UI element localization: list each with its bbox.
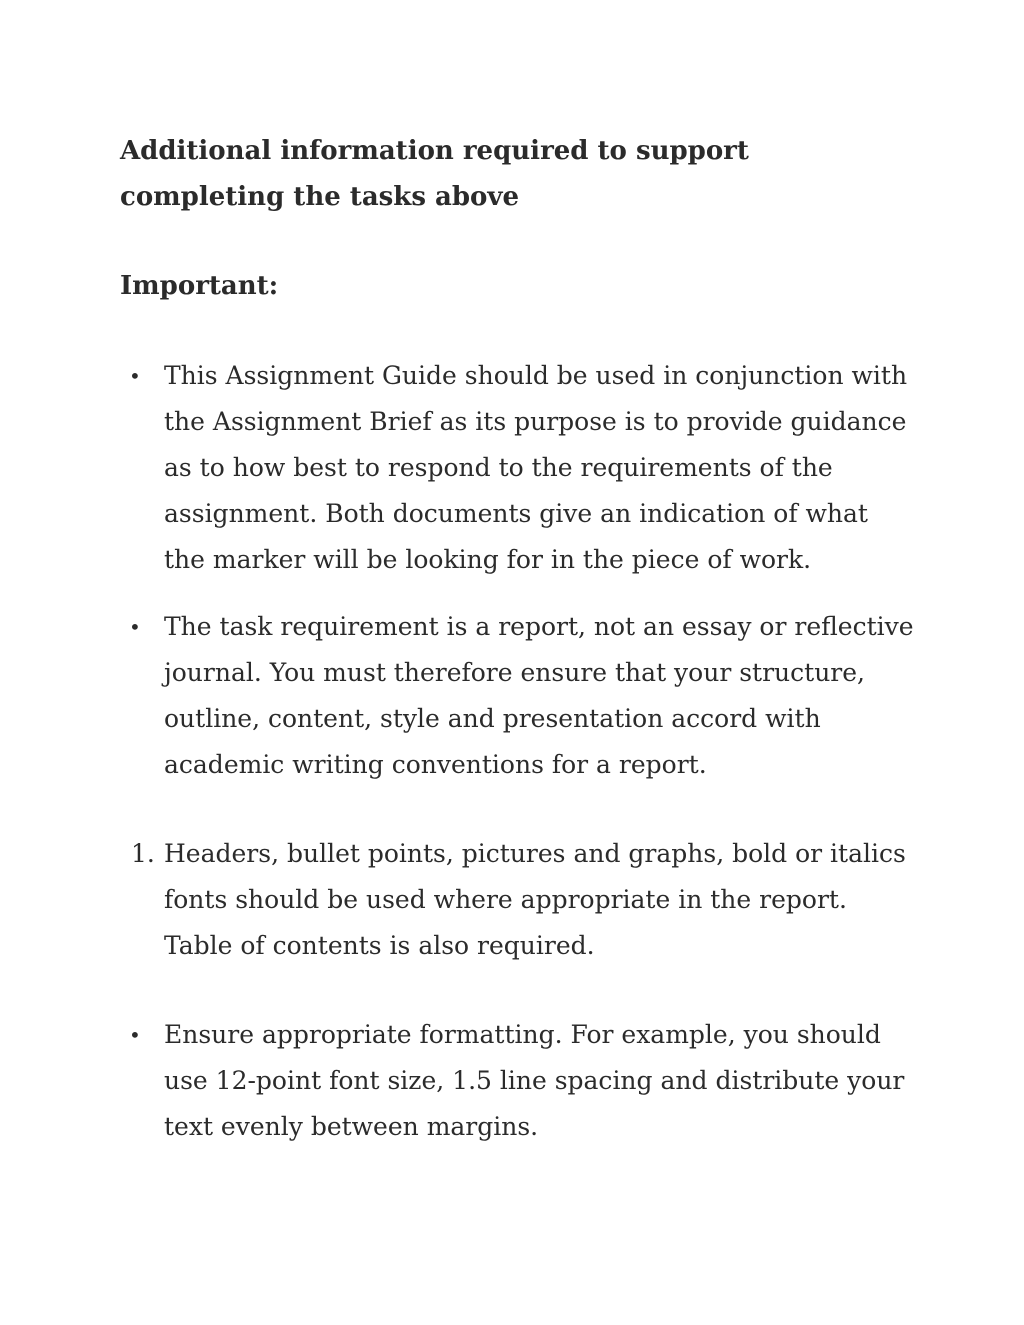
list-item-formatting: Ensure appropriate formatting. For example, you should use 12-point font size, 1.5 line spacing and distribute your text evenly between margins. (164, 1020, 905, 1141)
document-title: Additional information required to support completing the tasks above (120, 136, 749, 212)
list-bullet-marker: • (129, 615, 141, 639)
important-heading: Important: (120, 271, 279, 301)
list-item-report-elements: Headers, bullet points, pictures and graphs, bold or italics fonts should be used where appropriate in the report. Table of contents is also required. (164, 839, 906, 960)
list-item-report-requirement: The task requirement is a report, not an essay or reflective journal. You must therefore ensure that your structure, outline, content, style and presentation accord with academic writing conventions for a report. (164, 612, 914, 779)
list-number-marker: 1. (131, 839, 155, 868)
list-bullet-marker: • (129, 364, 141, 388)
list-bullet-marker: • (129, 1023, 141, 1047)
list-item-assignment-guide: This Assignment Guide should be used in conjunction with the Assignment Brief as its purpose is to provide guidance as to how best to respond to the requirements of the assignment. Both documents give an indication of what the marker will be looking for in the piece of work. (164, 361, 908, 574)
